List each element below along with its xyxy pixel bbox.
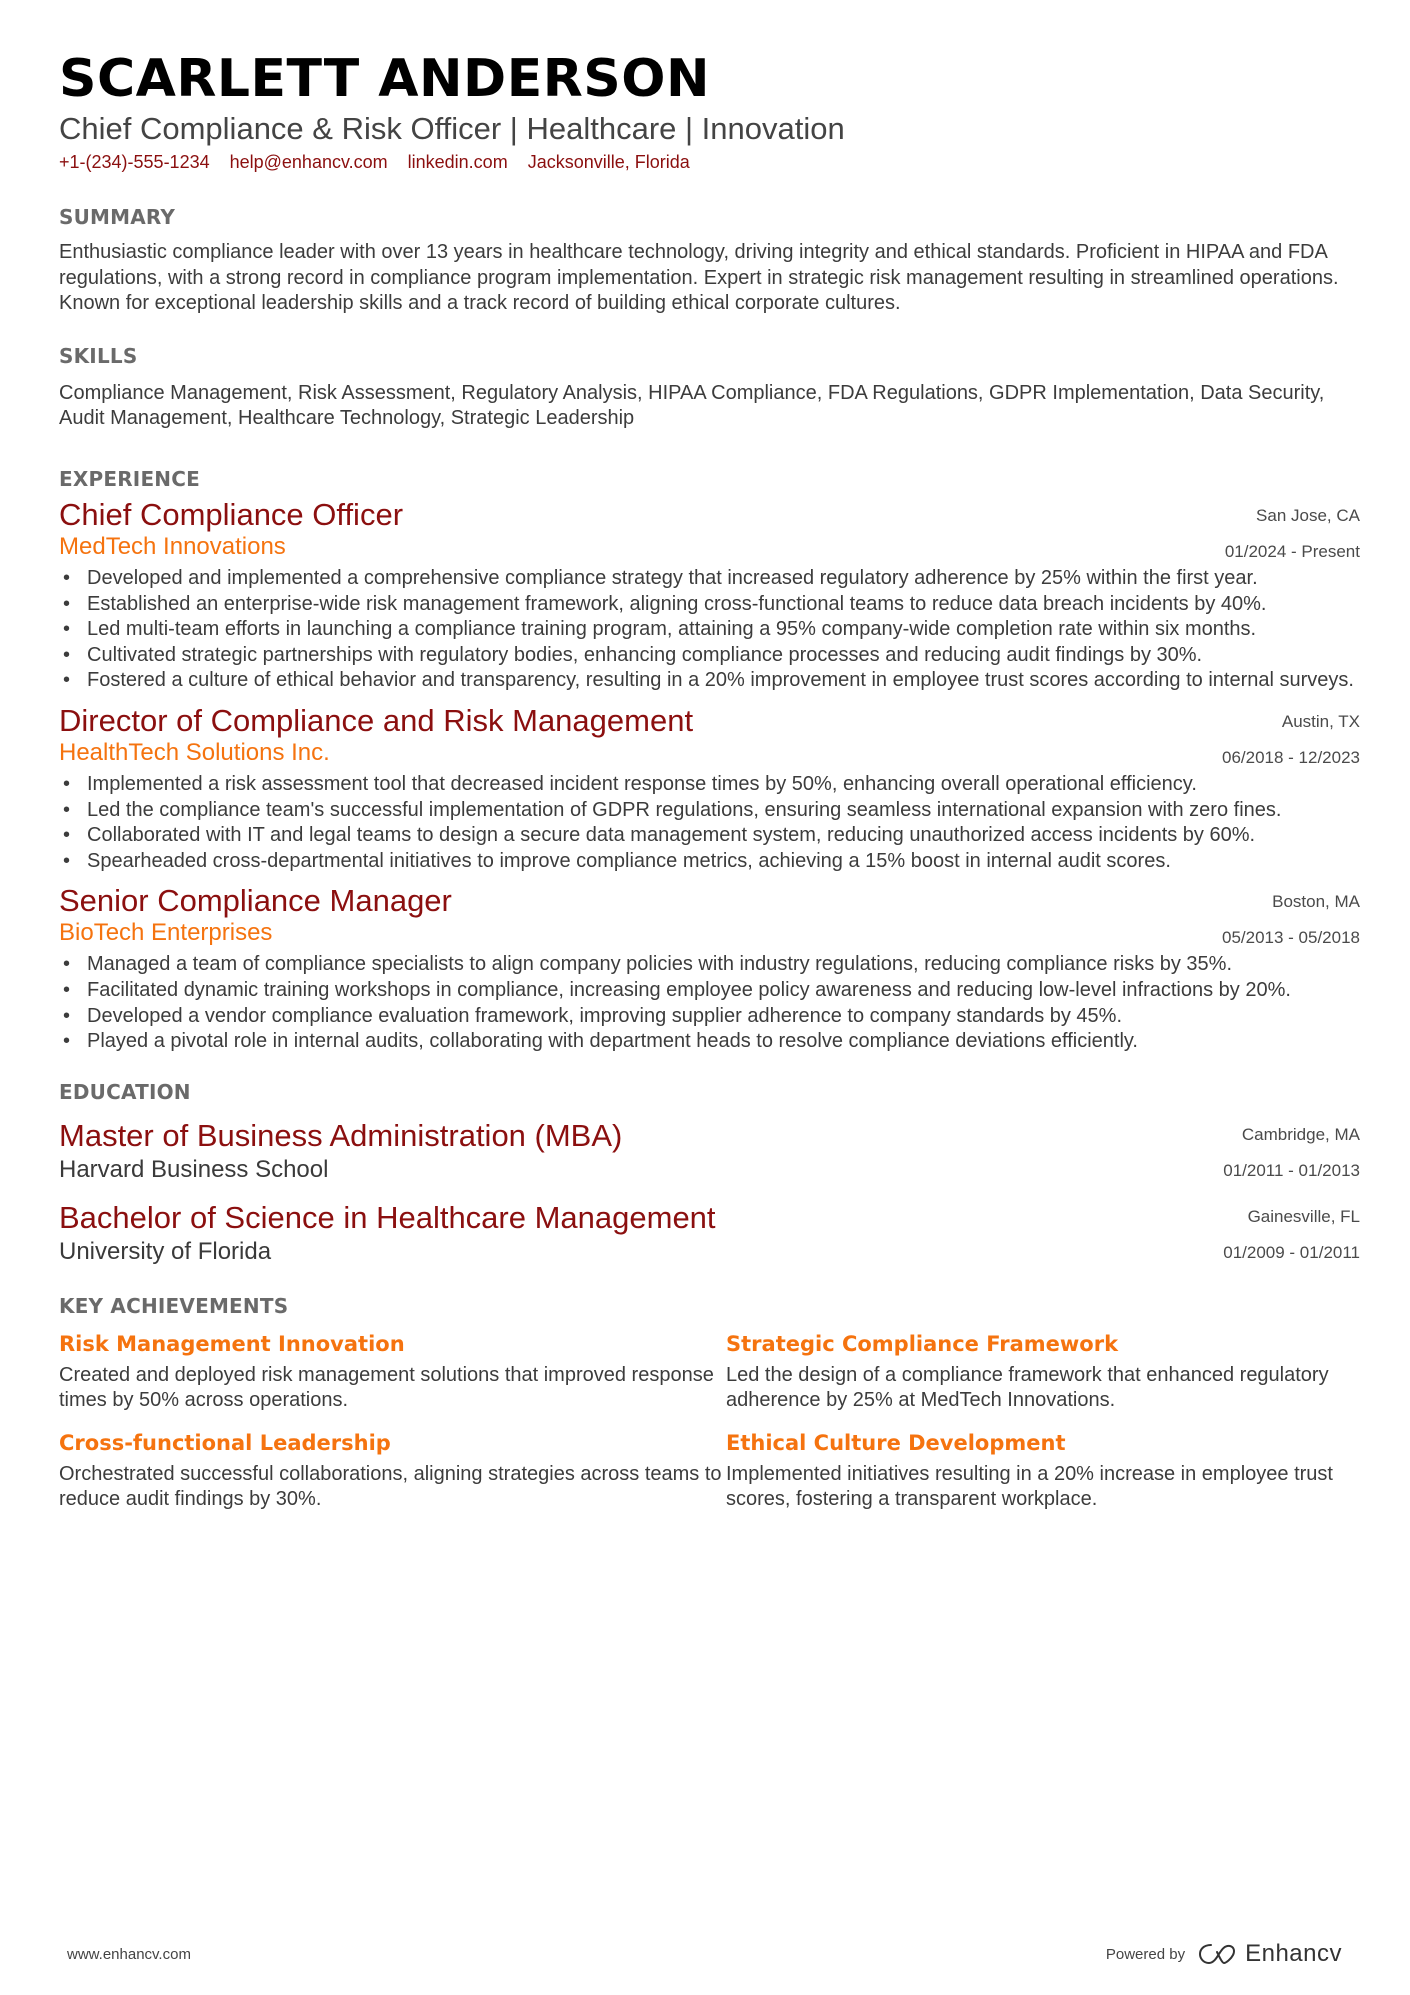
achievement-item bbox=[726, 1428, 1360, 1513]
contact-bar bbox=[59, 150, 1360, 174]
headline: Chief Compliance & Risk Officer | Healthcare | Innovation bbox=[59, 111, 845, 146]
education-location: Gainesville, FL bbox=[1247, 1206, 1360, 1226]
powered-by bbox=[1106, 1940, 1342, 1968]
achievement-item bbox=[59, 1329, 726, 1414]
job-meta bbox=[1222, 884, 1360, 956]
education-location: Cambridge, MA bbox=[1241, 1124, 1360, 1144]
bullet-item: • Facilitated dynamic training workshops in compliance, increasing employee policy awareness and reducing low-level infractions by 20%. bbox=[87, 978, 1360, 1004]
contact-location: Jacksonville, Florida bbox=[527, 152, 690, 172]
contact-email[interactable]: help@enhancv.com bbox=[229, 152, 388, 172]
job-location: Boston, MA bbox=[1272, 892, 1360, 912]
candidate-name: SCARLETT ANDERSON bbox=[59, 49, 710, 109]
job-location: Austin, TX bbox=[1281, 711, 1360, 731]
achievement-title: Strategic Compliance Framework bbox=[726, 1331, 1119, 1356]
education-dates: 01/2011 - 01/2013 bbox=[1223, 1160, 1360, 1180]
job-location: San Jose, CA bbox=[1256, 505, 1360, 525]
company-name: BioTech Enterprises bbox=[59, 919, 273, 947]
bullet-item: • Cultivated strategic partnerships with regulatory bodies, enhancing compliance processes and reducing audit findings by 30%. bbox=[87, 643, 1360, 669]
powered-by-label: Powered by bbox=[1105, 1945, 1186, 1963]
bullet-item: • Developed and implemented a comprehensive compliance strategy that increased regulatory adherence by 25% within the first year. bbox=[87, 566, 1360, 592]
bullet-item: • Played a pivotal role in internal audits, collaborating with department heads to resolve compliance deviations efficiently. bbox=[87, 1029, 1360, 1055]
bullet-item: • Managed a team of compliance specialists to align company policies with industry regulations, reducing compliance risks by 35%. bbox=[87, 952, 1360, 978]
section-title-achievements: KEY ACHIEVEMENTS bbox=[59, 1293, 289, 1318]
job-dates: 01/2024 - Present bbox=[1224, 541, 1360, 561]
degree-title: Master of Business Administration (MBA) bbox=[59, 1117, 623, 1153]
bullet-item: • Led multi-team efforts in launching a compliance training program, attaining a 95% company-wide completion rate within six months. bbox=[87, 617, 1360, 643]
section-title-skills: SKILLS bbox=[59, 343, 138, 368]
degree-title: Bachelor of Science in Healthcare Management bbox=[59, 1199, 716, 1235]
bullet-item: • Fostered a culture of ethical behavior and transparency, resulting in a 20% improvement in employee trust scores according to internal surveys. bbox=[87, 668, 1360, 694]
contact-phone[interactable]: +1-(234)-555-1234 bbox=[59, 152, 210, 172]
brand-name: Enhancv bbox=[1245, 1940, 1342, 1967]
achievement-title: Risk Management Innovation bbox=[59, 1331, 405, 1356]
education-meta bbox=[1223, 1199, 1360, 1271]
job-meta bbox=[1225, 498, 1360, 570]
experience-section bbox=[59, 466, 1360, 1055]
enhancv-logo[interactable] bbox=[1197, 1940, 1342, 1968]
enhancv-logo-icon bbox=[1197, 1942, 1237, 1966]
contact-linkedin[interactable]: linkedin.com bbox=[407, 152, 508, 172]
bullet-item: • Spearheaded cross-departmental initiatives to improve compliance metrics, achieving a 15% boost in internal audit scores. bbox=[87, 849, 1360, 875]
school-name: University of Florida bbox=[59, 1237, 272, 1265]
achievement-item bbox=[726, 1329, 1360, 1414]
page-footer bbox=[67, 1940, 1342, 1968]
section-title-summary: SUMMARY bbox=[59, 205, 176, 229]
resume-page bbox=[59, 48, 1360, 1513]
experience-entry bbox=[59, 884, 1360, 1054]
education-meta bbox=[1223, 1117, 1360, 1189]
education-dates: 01/2009 - 01/2011 bbox=[1223, 1242, 1360, 1262]
achievements-section bbox=[59, 1293, 1360, 1513]
company-name: MedTech Innovations bbox=[59, 532, 286, 560]
section-title-education: EDUCATION bbox=[59, 1079, 191, 1104]
job-meta bbox=[1222, 704, 1360, 776]
job-title: Chief Compliance Officer bbox=[59, 496, 404, 532]
job-bullets bbox=[59, 772, 1360, 874]
bullet-item: • Implemented a risk assessment tool that decreased incident response times by 50%, enhancing overall operational efficiency. bbox=[87, 772, 1360, 798]
skills-section bbox=[59, 343, 1360, 432]
education-entry bbox=[59, 1117, 1360, 1185]
achievement-description: Created and deployed risk management solutions that improved response times by 50% across operations. bbox=[59, 1363, 714, 1412]
summary-section bbox=[59, 204, 1360, 317]
experience-entry bbox=[59, 498, 1360, 694]
bullet-item: • Established an enterprise-wide risk management framework, aligning cross-functional teams to reduce data breach incidents by 40%. bbox=[87, 592, 1360, 618]
achievement-description: Led the design of a compliance framework that enhanced regulatory adherence by 25% at MedTech Innovations. bbox=[726, 1363, 1329, 1412]
achievement-description: Implemented initiatives resulting in a 20% increase in employee trust scores, fostering a transparent workplace. bbox=[726, 1462, 1333, 1511]
achievement-title: Cross-functional Leadership bbox=[59, 1430, 391, 1455]
education-entry bbox=[59, 1199, 1360, 1267]
job-dates: 05/2013 - 05/2018 bbox=[1221, 928, 1360, 948]
footer-url[interactable]: www.enhancv.com bbox=[67, 1945, 191, 1963]
school-name: Harvard Business School bbox=[59, 1155, 329, 1183]
job-bullets bbox=[59, 566, 1360, 694]
experience-entry bbox=[59, 704, 1360, 874]
achievements-grid bbox=[59, 1329, 1360, 1513]
bullet-item: • Led the compliance team's successful implementation of GDPR regulations, ensuring seamless international expansion with zero fines. bbox=[87, 798, 1360, 824]
achievement-item bbox=[59, 1428, 726, 1513]
section-title-experience: EXPERIENCE bbox=[59, 466, 200, 491]
job-title: Director of Compliance and Risk Management bbox=[59, 702, 694, 738]
achievement-title: Ethical Culture Development bbox=[726, 1430, 1066, 1455]
job-title: Senior Compliance Manager bbox=[59, 883, 452, 919]
education-section bbox=[59, 1079, 1360, 1267]
job-dates: 06/2018 - 12/2023 bbox=[1221, 747, 1360, 767]
bullet-item: • Developed a vendor compliance evaluation framework, improving supplier adherence to company standards by 45%. bbox=[87, 1004, 1360, 1030]
achievement-description: Orchestrated successful collaborations, aligning strategies across teams to reduce audit findings by 30%. bbox=[59, 1462, 722, 1511]
bullet-item: • Collaborated with IT and legal teams to design a secure data management system, reducing unauthorized access incidents by 60%. bbox=[87, 823, 1360, 849]
company-name: HealthTech Solutions Inc. bbox=[59, 738, 330, 766]
summary-text: Enthusiastic compliance leader with over 13 years in healthcare technology, driving integrity and ethical standards. Proficient in HIPAA and FDA regulations, with a strong record in compliance program implementation. Expert in strategic risk management resulting in streamlined operations. Known for exceptional leadership skills and a track record of building ethical corporate cultures. bbox=[59, 241, 1339, 315]
skills-text: Compliance Management, Risk Assessment, Regulatory Analysis, HIPAA Compliance, FDA Regulations, GDPR Implementation, Data Security, Audit Management, Healthcare Technology, Strategic Leadership bbox=[59, 381, 1325, 430]
job-bullets bbox=[59, 952, 1360, 1054]
